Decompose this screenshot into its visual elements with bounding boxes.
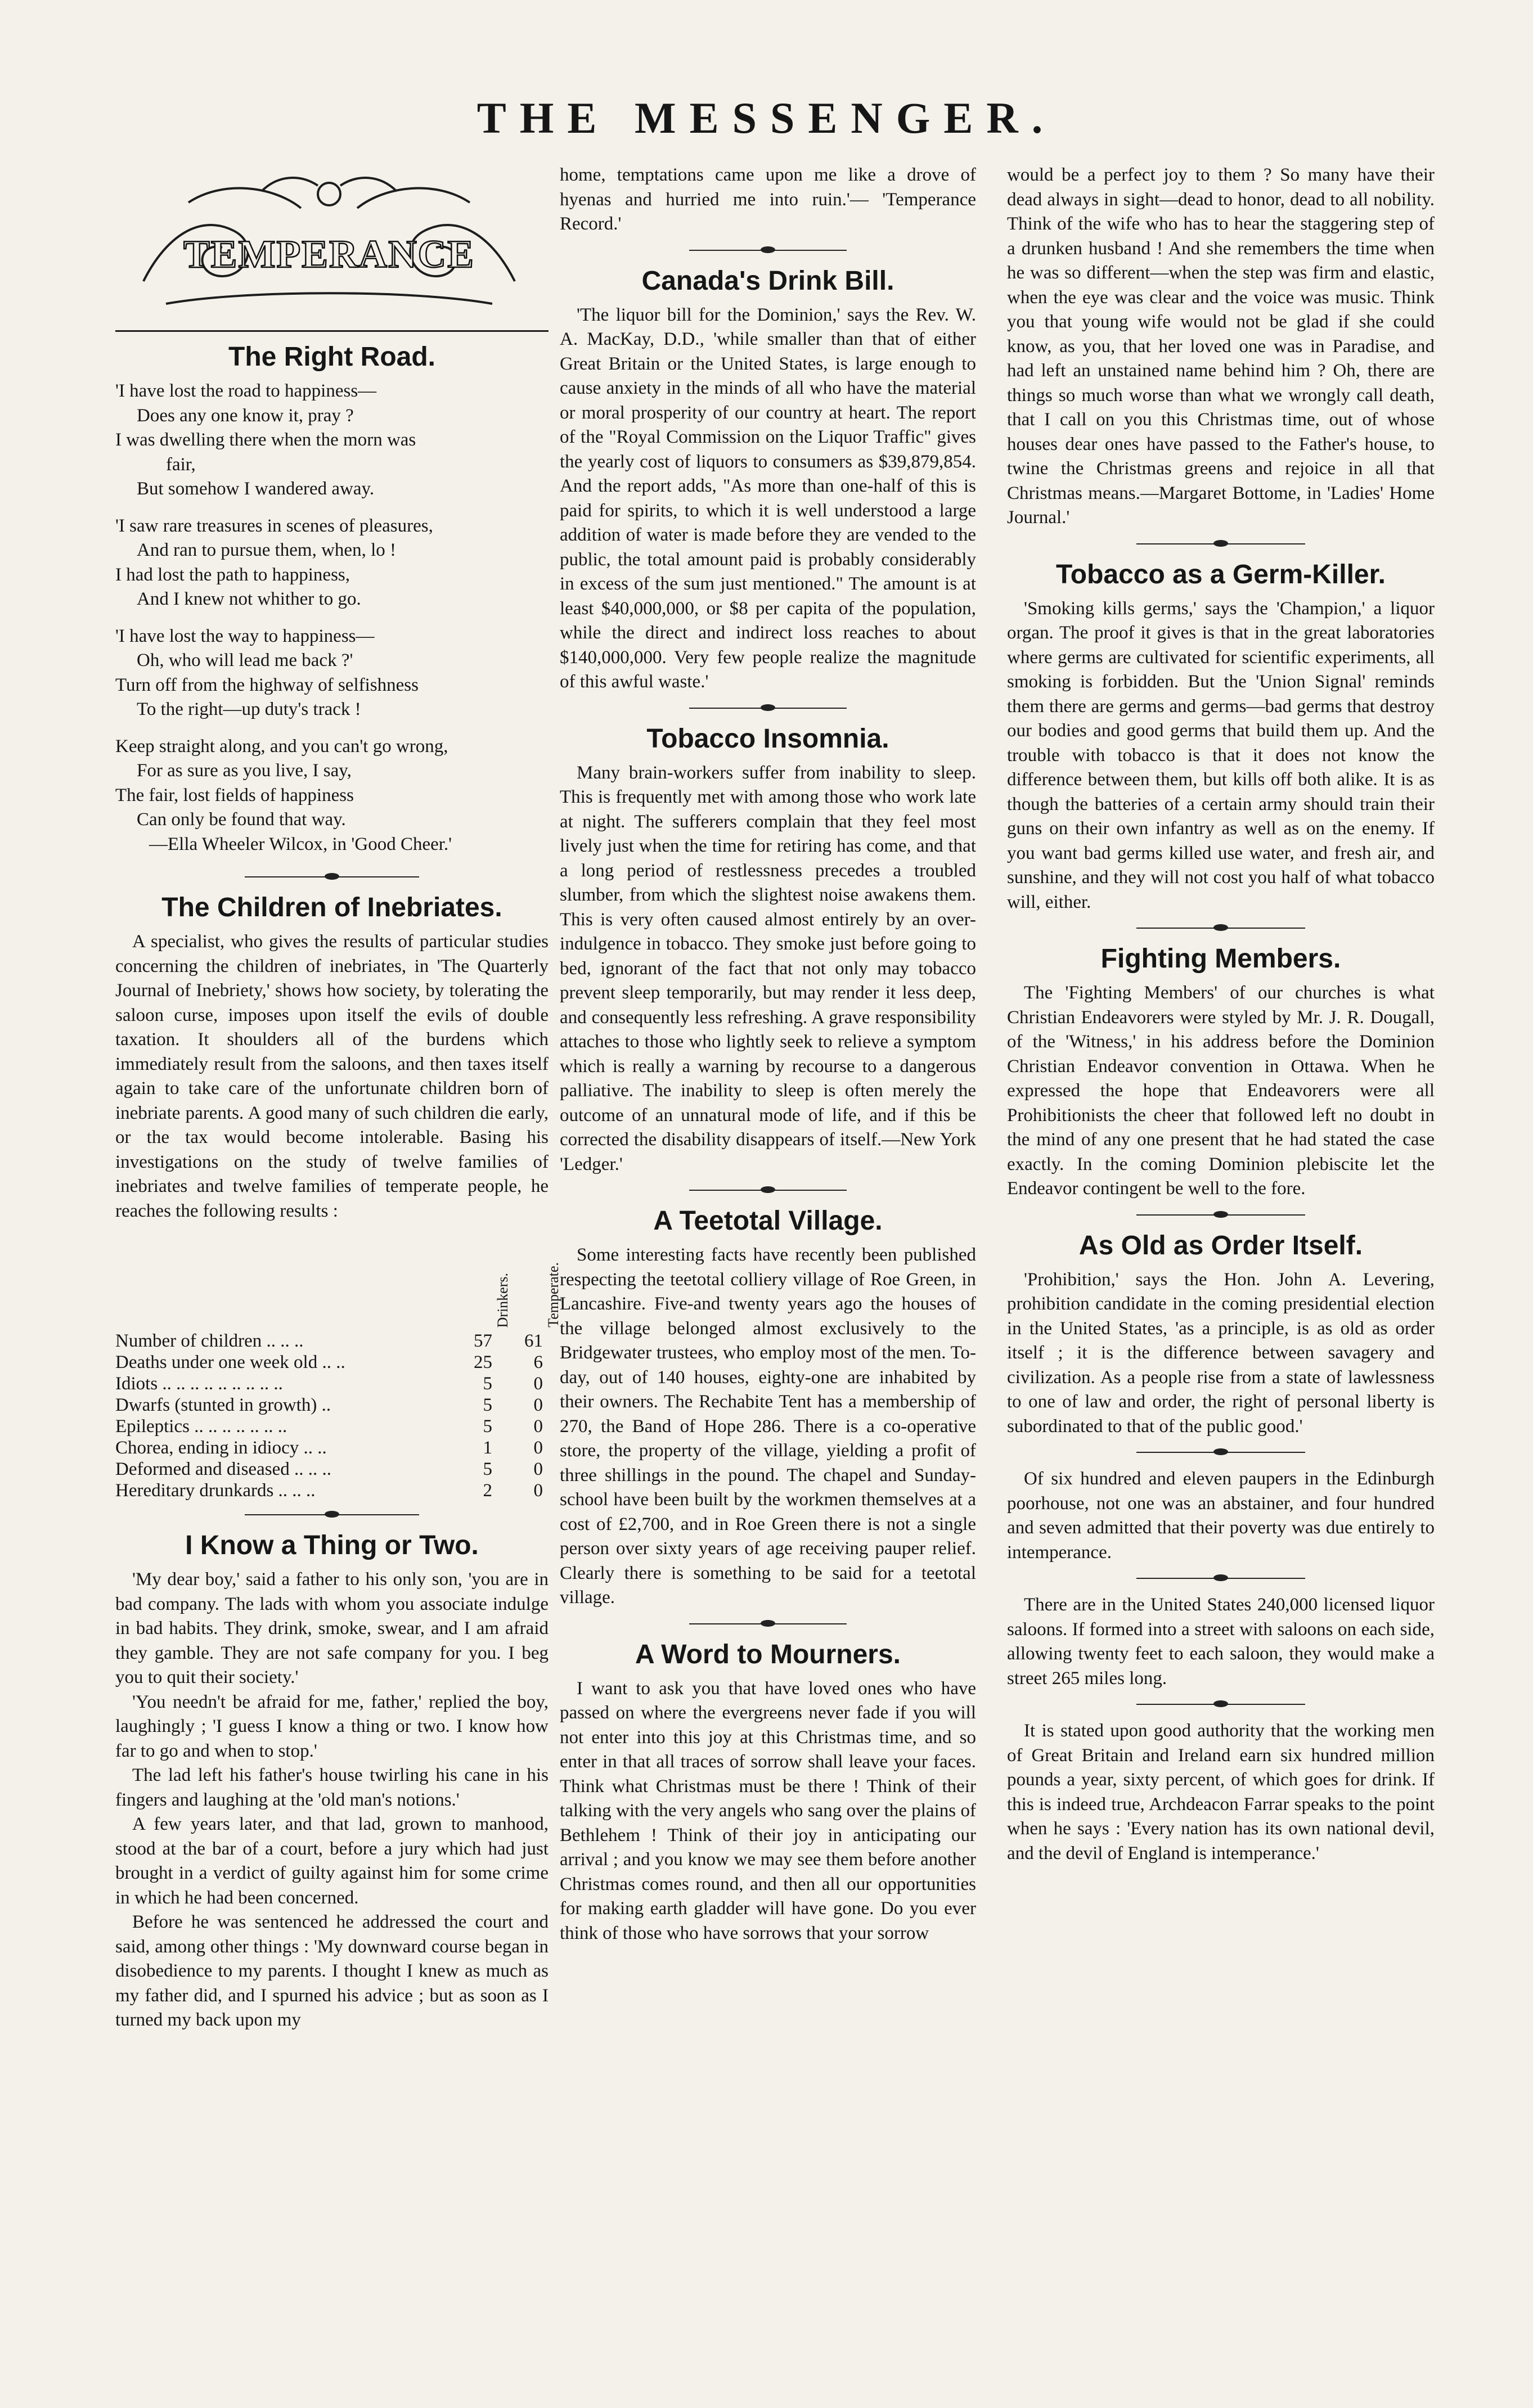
separator: [115, 869, 549, 885]
separator: [560, 700, 976, 716]
drinkers-value: 5: [483, 1416, 492, 1437]
heading-fighting-members: Fighting Members.: [1100, 944, 1341, 974]
poem-line: 'I saw rare treasures in scenes of pleasures,: [115, 515, 433, 536]
row-label: Hereditary drunkards .. .. ..: [115, 1480, 316, 1501]
drinkers-value: 5: [483, 1395, 492, 1415]
temperate-value: 0: [533, 1395, 543, 1415]
row-label: Idiots .. .. .. .. .. .. .. .. ..: [115, 1374, 283, 1394]
row-label: Dwarfs (stunted in growth) ..: [115, 1395, 331, 1415]
poem-line: I was dwelling there when the morn was: [115, 430, 416, 450]
drinkers-value: 5: [483, 1374, 492, 1394]
row-label: Epileptics .. .. .. .. .. .. ..: [115, 1416, 287, 1437]
temperate-value: 0: [533, 1480, 543, 1501]
poem-line: But somehow I wandered away.: [137, 479, 375, 499]
row-label: Deformed and diseased .. .. ..: [115, 1459, 331, 1479]
poem-line: Can only be found that way.: [137, 809, 346, 830]
poem-line: And ran to pursue them, when, lo !: [137, 540, 396, 560]
article-body: Of six hundred and eleven paupers in the Edinburgh poorhouse, not one was an abstainer, and four hundred and seven admitted that their poverty was due entirely to intemperance.: [1007, 1469, 1435, 1563]
table-row: [115, 1352, 549, 1373]
poem-line: And I knew not whither to go.: [137, 589, 361, 609]
masthead-title: THE MESSENGER.: [476, 93, 1057, 142]
separator: [1007, 1696, 1435, 1712]
row-label: Number of children .. .. ..: [115, 1331, 304, 1351]
column-head-temperate: Temperate.: [545, 1262, 561, 1327]
temperate-value: 0: [533, 1374, 543, 1394]
article-body: Some interesting facts have recently been published respecting the teetotal colliery village of Roe Green, in Lancashire. Five-and twenty years ago the houses of the village belonged almost exclusively to the Bridgewater trustees, who employ most of the men. To-day, out of 140 houses, eighty-one are inhabited by their owners. The Rechabite Tent has a membership of 270, the Band of Hope 286. There is a co-operative store, the property of the village, yielding a profit of three shillings in the pound. The chapel and Sunday-school have been built by the workmen themselves at a cost of £2,700, and in Roe Green there is not a single person over sixty years of age receiving pauper relief. Clearly there is something to be said for a teetotal village.: [560, 1245, 976, 1608]
temperate-value: 6: [533, 1352, 543, 1372]
article-continuation: home, temptations came upon me like a drove of hyenas and hurried me into ruin.'— 'Temperance Record.': [560, 165, 976, 234]
ornament-label: TEMPERANCE: [183, 233, 475, 276]
poem-right-road: [115, 379, 549, 857]
poem-line: Does any one know it, pray ?: [137, 405, 354, 426]
drinkers-value: 2: [483, 1480, 492, 1501]
temperate-value: 0: [533, 1416, 543, 1437]
article-body: 'My dear boy,' said a father to his only son, 'you are in bad company. The lads with whom you associate indulge in bad habits. They drink, smoke, swear, and I am afraid they gamble. They are not safe company for you. I beg you to quit their society.': [115, 1569, 549, 1687]
poem-line: The fair, lost fields of happiness: [115, 785, 354, 805]
poem-line: For as sure as you live, I say,: [137, 760, 352, 781]
row-label: Deaths under one week old .. ..: [115, 1352, 345, 1372]
article-body: There are in the United States 240,000 licensed liquor saloons. If formed into a street with saloons on each side, allowing twenty feet to each saloon, they would make a street 265 miles long.: [1007, 1595, 1435, 1689]
separator: [1007, 1570, 1435, 1586]
article-body: 'Smoking kills germs,' says the 'Champion,' a liquor organ. The proof it gives is that in the great laboratories where germs are cultivated for scientific experiments, all smoking is forbidden. But the 'Union Signal' reminds them there are germs and germs—bad germs that destroy our bodies and good germs that build them up. And the trouble with tobacco is that it does not know the difference between them, but kills off both alike. It is as though the batteries of a certain army should train their guns on their own infantry as well as on the enemy. If you want bad germs killed use water, and fresh air, and sunshine, and they will not cost you half of what tobacco will, either.: [1007, 598, 1435, 912]
article-body: 'You needn't be afraid for me, father,' replied the boy, laughingly ; 'I guess I know a thing or two. I know how far to go and when to stop.': [115, 1691, 549, 1761]
column-rule: [115, 330, 549, 332]
poem-line: Turn off from the highway of selfishness: [115, 674, 419, 695]
table-row: [115, 1330, 549, 1352]
article-body: Before he was sentenced he addressed the court and said, among other things : 'My downward course began in disobedience to my parents. I thought I knew as much as my father did, and I spurned his advice ; but as soon as I turned my back upon my: [115, 1912, 549, 2030]
poem-line: To the right—up duty's track !: [137, 699, 361, 719]
drinkers-value: 57: [474, 1331, 492, 1351]
poem-line: Keep straight along, and you can't go wrong,: [115, 736, 448, 757]
separator: [1007, 1207, 1435, 1223]
separator: [1007, 536, 1435, 552]
separator: [560, 1616, 976, 1632]
article-continuation: would be a perfect joy to them ? So many have their dead always in sight—dead to honor, dead to all nobility. Think of the wife who has to hear the staggering step of a drunken husband ! And she remembers the time when he was so different—when the step was firm and elastic, when the eye was clear and the voice was music. Think you that young wife would not be glad if she could know, as you, that her loved one was in Paradise, and had left an unstained name behind him ? Oh, there are things so much worse than what we wrongly call death, that I call on you this Christmas time, out of whose houses dear ones have passed to the Father's house, to twine the Christmas greens and rejoice in all that Christmas means.—Margaret Bottome, in 'Ladies' Home Journal.': [1007, 165, 1435, 528]
drinkers-value: 25: [474, 1352, 492, 1372]
table-row: [115, 1394, 549, 1416]
poem-attribution: —Ella Wheeler Wilcox, in 'Good Cheer.': [149, 834, 452, 854]
row-label: Chorea, ending in idiocy .. ..: [115, 1438, 327, 1458]
article-body: A specialist, who gives the results of particular studies concerning the children of inebriates, in 'The Quarterly Journal of Inebriety,' shows how society, by tolerating the saloon curse, imposes upon itself the evils of double taxation. It shoulders all of the burdens which immediately result from the saloons, and then taxes itself again to take care of the unfortunate children born of inebriate parents. A good many of such children die early, or the tax would become intolerable. Basing his investigations on the study of twelve families of inebriates and twelve families of temperate people, he reaches the following results :: [115, 931, 549, 1221]
table-row: [115, 1437, 549, 1459]
table-row: [115, 1480, 549, 1501]
heading-children-inebriates: The Children of Inebriates.: [161, 893, 502, 922]
stats-table: [115, 1223, 561, 1501]
heading-tobacco-insomnia: Tobacco Insomnia.: [646, 723, 889, 754]
poem-line: 'I have lost the way to happiness—: [115, 625, 375, 646]
poem-line: fair,: [166, 454, 196, 475]
poem-line: Oh, who will lead me back ?': [137, 650, 353, 670]
heading-know-thing: I Know a Thing or Two.: [185, 1531, 479, 1560]
heading-germ-killer: Tobacco as a Germ-Killer.: [1055, 559, 1386, 589]
table-row: [115, 1459, 549, 1480]
article-body: I want to ask you that have loved ones who have passed on where the evergreens never fade if you will not enter into this joy at this Christmas time, and so enter in that all traces of sorrow shall leave your faces. Think what Christmas must be there ! Think of their talking with the very angels who sang over the plains of Bethlehem ! Think of their joy in anticipating our arrival ; and you know we may see them before another Christmas comes round, and then all our opportunities for making earth gladder will have gone. Do you ever think of those who have sorrows that your sorrow: [560, 1678, 976, 1943]
article-body: The 'Fighting Members' of our churches is what Christian Endeavorers were styled by Mr. J. R. Dougall, of the 'Witness,' in his address before the Dominion Christian Endeavor convention in Ottawa. When he expressed the hope that Endeavorers were all Prohibitionists the cheer that followed left no doubt in the mind of any one present that he had stated the case exactly. In the coming Dominion plebiscite let the Endeavor contingent be well to the fore.: [1007, 983, 1435, 1199]
temperance-ornament: [132, 169, 526, 321]
column-head-drinkers: Drinkers.: [494, 1272, 511, 1327]
temperate-value: 0: [533, 1438, 543, 1458]
separator: [560, 1182, 976, 1198]
drinkers-value: 5: [483, 1459, 492, 1479]
article-body: Many brain-workers suffer from inability to sleep. This is frequently met with among those who work late at night. The sufferers complain that they feel most lively just when the time for retiring has come, and that a long period of restlessness precedes a troubled slumber, from which the slightest noise awakens them. This is very often caused almost entirely by an over-indulgence in tobacco. They smoke just before going to bed, ignorant of the fact that not only may tobacco prevent sleep temporarily, but may render it less deep, and consequently less refreshing. A grave responsibility attaches to those who lightly seek to relieve a symptom which is really a warning by recourse to a dangerous palliative. The inability to sleep is often merely the outcome of an unnatural mode of life, and if this be corrected the disability disappears of itself.—New York 'Ledger.': [560, 762, 976, 1174]
drinkers-value: 1: [483, 1438, 492, 1458]
poem-line: 'I have lost the road to happiness—: [115, 381, 377, 401]
column-1: [115, 323, 561, 2033]
heading-canada-drink-bill: Canada's Drink Bill.: [641, 265, 894, 296]
separator: [560, 242, 976, 258]
article-body: It is stated upon good authority that the working men of Great Britain and Ireland earn six hundred million pounds a year, sixty percent, of which goes for drink. If this is indeed true, Archdeacon Farrar speaks to the point when he says : 'Every nation has its own national devil, and the devil of England is intemperance.': [1007, 1721, 1435, 1864]
table-row: [115, 1416, 549, 1437]
poem-line: I had lost the path to happiness,: [115, 564, 350, 585]
separator: [115, 1507, 549, 1523]
column-3: [1007, 163, 1435, 1866]
temperate-value: 0: [533, 1459, 543, 1479]
separator: [1007, 1444, 1435, 1460]
heading-right-road: The Right Road.: [228, 342, 435, 372]
article-body: A few years later, and that lad, grown to manhood, stood at the bar of a court, before a jury which had just brought in a verdict of guilty against him for some crime in which he had been concerned.: [115, 1814, 549, 1908]
heading-teetotal-village: A Teetotal Village.: [653, 1206, 883, 1236]
temperate-value: 61: [524, 1331, 543, 1351]
heading-old-as-order: As Old as Order Itself.: [1078, 1230, 1363, 1261]
article-body: 'The liquor bill for the Dominion,' says the Rev. W. A. MacKay, D.D., 'while smaller than that of either Great Britain or the United States, is large enough to cause anxiety in the minds of all who have the material or moral prosperity of our country at heart. The report of the "Royal Commission on the Liquor Traffic" gives the yearly cost of liquors to consumers as $39,879,854. And the report adds, "As more than one-half of this is paid for spirits, to which it is well understood a large addition of water is made before they are vended to the public, the total amount paid is probably considerably in excess of the sum just mentioned." The amount is at least $40,000,000, or $8 per capita of the population, while the direct and indirect loss reaches to about $140,000,000. Very few people realize the magnitude of this awful waste.': [560, 304, 976, 692]
article-body: The lad left his father's house twirling his cane in his fingers and laughing at the 'old man's notions.': [115, 1765, 549, 1810]
separator: [1007, 920, 1435, 936]
heading-word-mourners: A Word to Mourners.: [635, 1639, 901, 1669]
column-2: [560, 163, 976, 1946]
table-row: [115, 1373, 549, 1394]
article-body: 'Prohibition,' says the Hon. John A. Levering, prohibition candidate in the coming presidential election in the United States, 'as a principle, is as old as order itself ; it is the difference between savagery and civilization. As a people rise from a state of lawlessness to one of law and order, the right of personal liberty is subordinated to that of the public good.': [1007, 1269, 1435, 1437]
